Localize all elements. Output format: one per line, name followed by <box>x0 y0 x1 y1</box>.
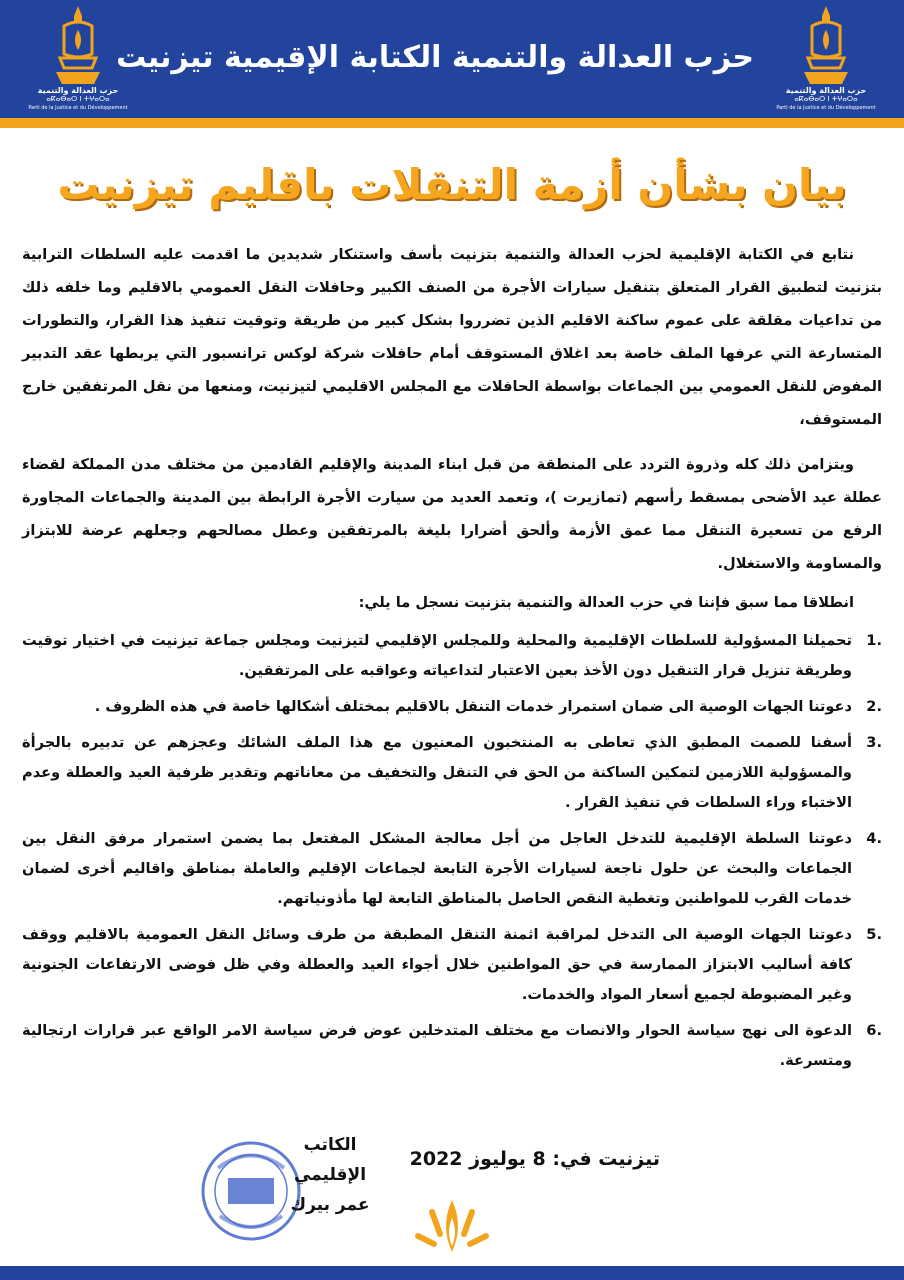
item-text: أسفنا للصمت المطبق الذي تعاطى به المنتخبون المعنيون مع هذا الملف الشائك وعجزهم عن تدبيره بالجرأة والمسؤولية اللازمين لتمكين الساكنة من الحق في التنقل والتخفيف من معاناتهم وتقدير ظرفية العيد والعطلة وعدم الاختباء وراء السلطات في تنفيذ القرار . <box>22 734 852 811</box>
list-item <box>22 1016 882 1076</box>
body-paragraph-2: ويتزامن ذلك كله وذروة التردد على المنطقة من قبل ابناء المدينة والإقليم القادمين من مختلف مدن المملكة لقضاء عطلة عيد الأضحى بمسقط رأسهم (تمازيرت )، وتعمد العديد من سيارت الأجرة الرابطة بين المدينة والجماعات المجاورة الرفع من تسعيرة التنقل مما عمق الأزمة وألحق أضرارا بليغة بالمرتفقين وعطل مصالحهم وجعلهم عرضة للابتزاز والمساومة والاستغلال. <box>22 456 882 572</box>
document-title: بيان بشأن أزمة التنقلات باقليم تيزنيت <box>57 160 847 209</box>
logo-caption-arabic: حزب العدالة والتنمية <box>785 86 867 95</box>
logo-caption-french: Parti de la Justice et du Développement <box>28 105 128 111</box>
footer-lamp-emblem <box>406 1192 498 1266</box>
list-item <box>22 626 882 686</box>
lamp-icon <box>48 4 108 86</box>
resolutions-list <box>22 626 882 1076</box>
party-logo-right <box>776 4 876 116</box>
header-banner <box>0 0 904 118</box>
signature-title: الكاتب الإقليمي <box>293 1135 367 1185</box>
list-item <box>22 824 882 914</box>
item-number: 5. <box>866 926 882 943</box>
list-item <box>22 692 882 722</box>
item-text: دعوتنا الجهات الوصية الى التدخل لمراقبة اثمنة التنقل المطبقة من طرف وسائل النقل العمومية بالاقليم ووقف كافة أساليب الابتزاز الممارسة في حق المواطنين خلال أجواء العيد والعطلة وفي ظل فوضى الارتفاعات الجنونية وغير المضبوطة لجميع أسعار المواد والخدمات. <box>22 926 852 1003</box>
document-date: تيزنيت في: 8 يوليوز 2022 <box>409 1148 660 1170</box>
item-text: دعوتنا الجهات الوصية الى ضمان استمرار خدمات التنقل بالاقليم بمختلف أشكالها خاصة في هذه الظروف . <box>94 698 852 715</box>
signature-block <box>270 1130 390 1220</box>
item-number: 6. <box>866 1022 882 1039</box>
signature-name: عمر بيرك <box>290 1195 370 1215</box>
logo-caption-french: Parti de la Justice et du Développement <box>776 105 876 111</box>
item-text: دعوتنا السلطة الإقليمية للتدخل العاجل من أجل معالجة المشكل المفتعل بما يضمن استمرار مرفق النقل بين الجماعات والبحث عن حلول ناجعة لسيارات الأجرة التابعة لجماعات الإقليم والعاملة بمناطق واقاليم أخرى لضمان خدمات القرب للمواطنين وتغطية النقص الحاصل بالمناطق التابعة لها مأذونياتهم. <box>22 830 852 907</box>
item-text: تحميلنا المسؤولية للسلطات الإقليمية والمحلية وللمجلس الإقليمي لتيزنيت ومجلس جماعة تيزنيت في اختيار توقيت وطريقة تنزيل قرار التنقيل دون الأخذ بعين الاعتبار لتداعياته وعواقبه على المرتفقين. <box>22 632 852 679</box>
item-text: الدعوة الى نهج سياسة الحوار والانصات مع مختلف المتدخلين عوض فرض سياسة الامر الواقع عبر قرارات ارتجالية ومتسرعة. <box>22 1022 852 1069</box>
document-body <box>22 238 882 1076</box>
item-number: 4. <box>866 830 882 847</box>
logo-caption-arabic: حزب العدالة والتنمية <box>37 86 119 95</box>
lamp-flame-icon <box>406 1192 498 1266</box>
lamp-icon <box>796 4 856 86</box>
intro-line: انطلاقا مما سبق فإننا في حزب العدالة والتنمية بتزنيت نسجل ما يلي: <box>358 594 854 611</box>
list-item <box>22 920 882 1010</box>
party-logo-left <box>28 4 128 116</box>
header-accent-bar <box>0 118 904 128</box>
list-item <box>22 728 882 818</box>
footer-bar <box>0 1266 904 1280</box>
item-number: 1. <box>866 632 882 649</box>
item-number: 3. <box>866 734 882 751</box>
item-number: 2. <box>866 698 882 715</box>
header-title: حزب العدالة والتنمية الكتابة الإقيمية تيزنيت <box>116 40 754 75</box>
logo-caption-tifinagh: ⴰⴽⴰⴱⴰⵔ ⵏ ⵜⵖⴰⵔⴰ <box>794 95 858 103</box>
body-paragraph-1: نتابع في الكتابة الإقليمية لحزب العدالة والتنمية بتزنيت بأسف واستنكار شديدين ما اقدمت عليه السلطات الترابية بتزنيت لتطبيق القرار المتعلق بتنقيل سيارات الأجرة من الصنف الكبير وحافلات النقل العمومي بالاقليم وما خلفه ذلك من تداعيات مقلقة على عموم ساكنة الاقليم الذين تضرروا بشكل كبير من طريقة وتوقيت تنفيذ هذا القرار، والتطورات المتسارعة التي عرفها الملف خاصة بعد اغلاق المستوقف أمام حافلات شركة لوكس ترانسبور التي يربطها عقد التدبير المفوض للنقل العمومي بين الجماعات بواسطة الحافلات مع المجلس الاقليمي لتيزنيت، ومنعها من نقل المرتفقين خارج المستوقف، <box>22 246 882 428</box>
logo-caption-tifinagh: ⴰⴽⴰⴱⴰⵔ ⵏ ⵜⵖⴰⵔⴰ <box>46 95 110 103</box>
